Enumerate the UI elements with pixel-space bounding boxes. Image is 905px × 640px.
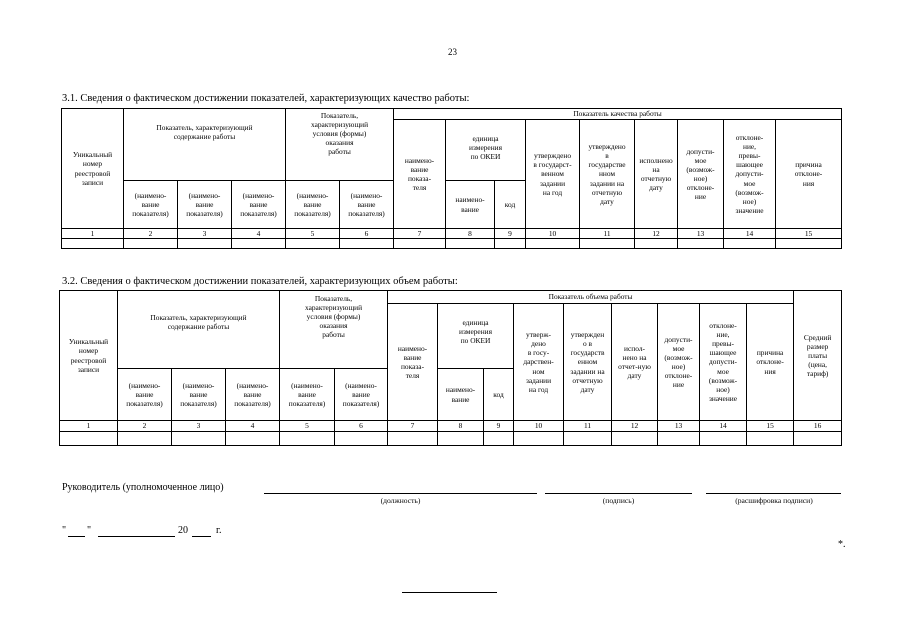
data-cell[interactable] <box>747 432 794 446</box>
data-cell[interactable] <box>62 239 124 249</box>
data-cell[interactable] <box>340 239 394 249</box>
column-number: 4 <box>226 421 280 432</box>
data-cell[interactable] <box>514 432 564 446</box>
column-number: 10 <box>514 421 564 432</box>
conditions-indicator-header: Показатель, характеризующий условия (формы) оказания работы <box>286 109 394 181</box>
unit-code-header: код <box>484 369 514 421</box>
data-cell[interactable] <box>446 239 495 249</box>
page-number: 23 <box>448 47 457 57</box>
unit-name-header: наимено- вание <box>446 181 495 229</box>
data-cell[interactable] <box>226 432 280 446</box>
data-cell[interactable] <box>495 239 526 249</box>
executed-header: испол- нено на отчет-ную дату <box>612 304 658 421</box>
column-number: 12 <box>635 229 678 239</box>
data-row <box>62 239 842 249</box>
decode-line[interactable] <box>706 493 841 494</box>
allowed-deviation-header: допусти- мое (возмож- ное) отклоне- ние <box>678 120 724 229</box>
column-numbers-row <box>62 229 842 239</box>
column-number: 8 <box>438 421 484 432</box>
data-cell[interactable] <box>580 239 635 249</box>
data-cell[interactable] <box>526 239 580 249</box>
column-number: 1 <box>60 421 118 432</box>
data-cell[interactable] <box>484 432 514 446</box>
sign-line[interactable] <box>545 493 692 494</box>
unit-code-header: код <box>495 181 526 229</box>
sub-indicator-header: (наимено- вание показателя) <box>178 181 232 229</box>
sub-indicator-header: (наимено- вание показателя) <box>286 181 340 229</box>
data-cell[interactable] <box>678 239 724 249</box>
decode-caption: (расшифровка подписи) <box>735 496 813 505</box>
column-number: 3 <box>172 421 226 432</box>
unique-number-header: Уникальный номер реестровой записи <box>62 109 124 229</box>
column-number: 11 <box>564 421 612 432</box>
data-cell[interactable] <box>724 239 776 249</box>
data-cell[interactable] <box>612 432 658 446</box>
column-number: 7 <box>388 421 438 432</box>
data-cell[interactable] <box>60 432 118 446</box>
sub-indicator-header: (наимено- вание показателя) <box>232 181 286 229</box>
quality-table <box>61 108 842 249</box>
position-caption: (должность) <box>380 496 421 505</box>
approved-date-header: утверждено в государстве нном задании на отчетную дату <box>580 120 635 229</box>
sign-caption: (подпись) <box>602 496 635 505</box>
column-number: 8 <box>446 229 495 239</box>
footnote-mark: *. <box>838 539 846 550</box>
data-cell[interactable] <box>232 239 286 249</box>
column-number: 15 <box>776 229 842 239</box>
head-label: Руководитель (уполномоченное лицо) <box>62 482 224 493</box>
column-number: 6 <box>335 421 388 432</box>
data-cell[interactable] <box>394 239 446 249</box>
allowed-deviation-header: допусти- мое (возмож- ное) отклоне- ние <box>658 304 700 421</box>
month-line[interactable] <box>98 536 175 537</box>
data-cell[interactable] <box>564 432 612 446</box>
column-number: 11 <box>580 229 635 239</box>
average-fee-header: Средний размер платы (цена, тариф) <box>794 291 842 421</box>
sub-indicator-header: (наимено- вание показателя) <box>124 181 178 229</box>
sub-indicator-header: (наимено- вание показателя) <box>226 369 280 421</box>
column-number: 9 <box>484 421 514 432</box>
column-number: 10 <box>526 229 580 239</box>
column-number: 5 <box>286 229 340 239</box>
indicator-name-header: наимено- вание показа- теля <box>394 120 446 229</box>
column-number: 13 <box>658 421 700 432</box>
exceeding-deviation-header: отклоне- ние, превы- шающее допусти- мое (возмож- ное) значение <box>724 120 776 229</box>
deviation-reason-header: причина отклоне- ния <box>776 120 842 229</box>
data-row <box>60 432 842 446</box>
approved-year-header: утверж- дено в госу- дарствен- ном задании на год <box>514 304 564 421</box>
column-numbers-row <box>60 421 842 432</box>
sub-indicator-header: (наимено- вание показателя) <box>172 369 226 421</box>
data-cell[interactable] <box>388 432 438 446</box>
data-cell[interactable] <box>118 432 172 446</box>
content-indicator-header: Показатель, характеризующий содержание работы <box>124 109 286 181</box>
sub-indicator-header: (наимено- вание показателя) <box>335 369 388 421</box>
year-line[interactable] <box>192 536 211 537</box>
footnote-separator <box>402 592 497 593</box>
volume-table <box>59 290 842 446</box>
column-number: 13 <box>678 229 724 239</box>
approved-year-header: утверждено в государст- венном задании на год <box>526 120 580 229</box>
exceeding-deviation-header: отклоне- ние, превы- шающее допусти- мое (возмож- ное) значение <box>700 304 747 421</box>
unit-okei-header: единица измерения по ОКЕИ <box>446 120 526 181</box>
date-quote-close: " <box>87 525 92 536</box>
data-cell[interactable] <box>172 432 226 446</box>
column-number: 2 <box>124 229 178 239</box>
date-quote-open: " <box>62 525 67 536</box>
year-prefix: 20 <box>178 525 188 536</box>
data-cell[interactable] <box>794 432 842 446</box>
data-cell[interactable] <box>335 432 388 446</box>
column-number: 9 <box>495 229 526 239</box>
indicator-name-header: наимено- вание показа- теля <box>388 304 438 421</box>
data-cell[interactable] <box>124 239 178 249</box>
day-line[interactable] <box>68 536 85 537</box>
approved-date-header: утвержден о в государств енном задании на отчетную дату <box>564 304 612 421</box>
data-cell[interactable] <box>178 239 232 249</box>
data-cell[interactable] <box>700 432 747 446</box>
column-number: 4 <box>232 229 286 239</box>
data-cell[interactable] <box>658 432 700 446</box>
section-3-2-title: 3.2. Сведения о фактическом достижении показателей, характеризующих объем работы: <box>62 276 458 287</box>
unique-number-header: Уникальный номер реестровой записи <box>60 291 118 421</box>
year-suffix: г. <box>216 525 222 536</box>
unit-okei-header: единица измерения по ОКЕИ <box>438 304 514 369</box>
data-cell[interactable] <box>776 239 842 249</box>
column-number: 16 <box>794 421 842 432</box>
executed-header: исполнено на отчетную дату <box>635 120 678 229</box>
data-cell[interactable] <box>280 432 335 446</box>
sub-indicator-header: (наимено- вание показателя) <box>340 181 394 229</box>
position-line[interactable] <box>264 493 537 494</box>
column-number: 6 <box>340 229 394 239</box>
column-number: 7 <box>394 229 446 239</box>
quality-group-header: Показатель качества работы <box>394 109 842 120</box>
sub-indicator-header: (наимено- вание показателя) <box>280 369 335 421</box>
column-number: 14 <box>700 421 747 432</box>
conditions-indicator-header: Показатель, характеризующий условия (формы) оказания работы <box>280 291 388 369</box>
column-number: 14 <box>724 229 776 239</box>
column-number: 15 <box>747 421 794 432</box>
section-3-1-title: 3.1. Сведения о фактическом достижении показателей, характеризующих качество работы: <box>62 93 470 104</box>
column-number: 5 <box>280 421 335 432</box>
unit-name-header: наимено- вание <box>438 369 484 421</box>
volume-group-header: Показатель объема работы <box>388 291 794 304</box>
data-cell[interactable] <box>286 239 340 249</box>
deviation-reason-header: причина отклоне- ния <box>747 304 794 421</box>
content-indicator-header: Показатель, характеризующий содержание работы <box>118 291 280 369</box>
sub-indicator-header: (наимено- вание показателя) <box>118 369 172 421</box>
data-cell[interactable] <box>635 239 678 249</box>
column-number: 1 <box>62 229 124 239</box>
data-cell[interactable] <box>438 432 484 446</box>
column-number: 2 <box>118 421 172 432</box>
column-number: 12 <box>612 421 658 432</box>
column-number: 3 <box>178 229 232 239</box>
